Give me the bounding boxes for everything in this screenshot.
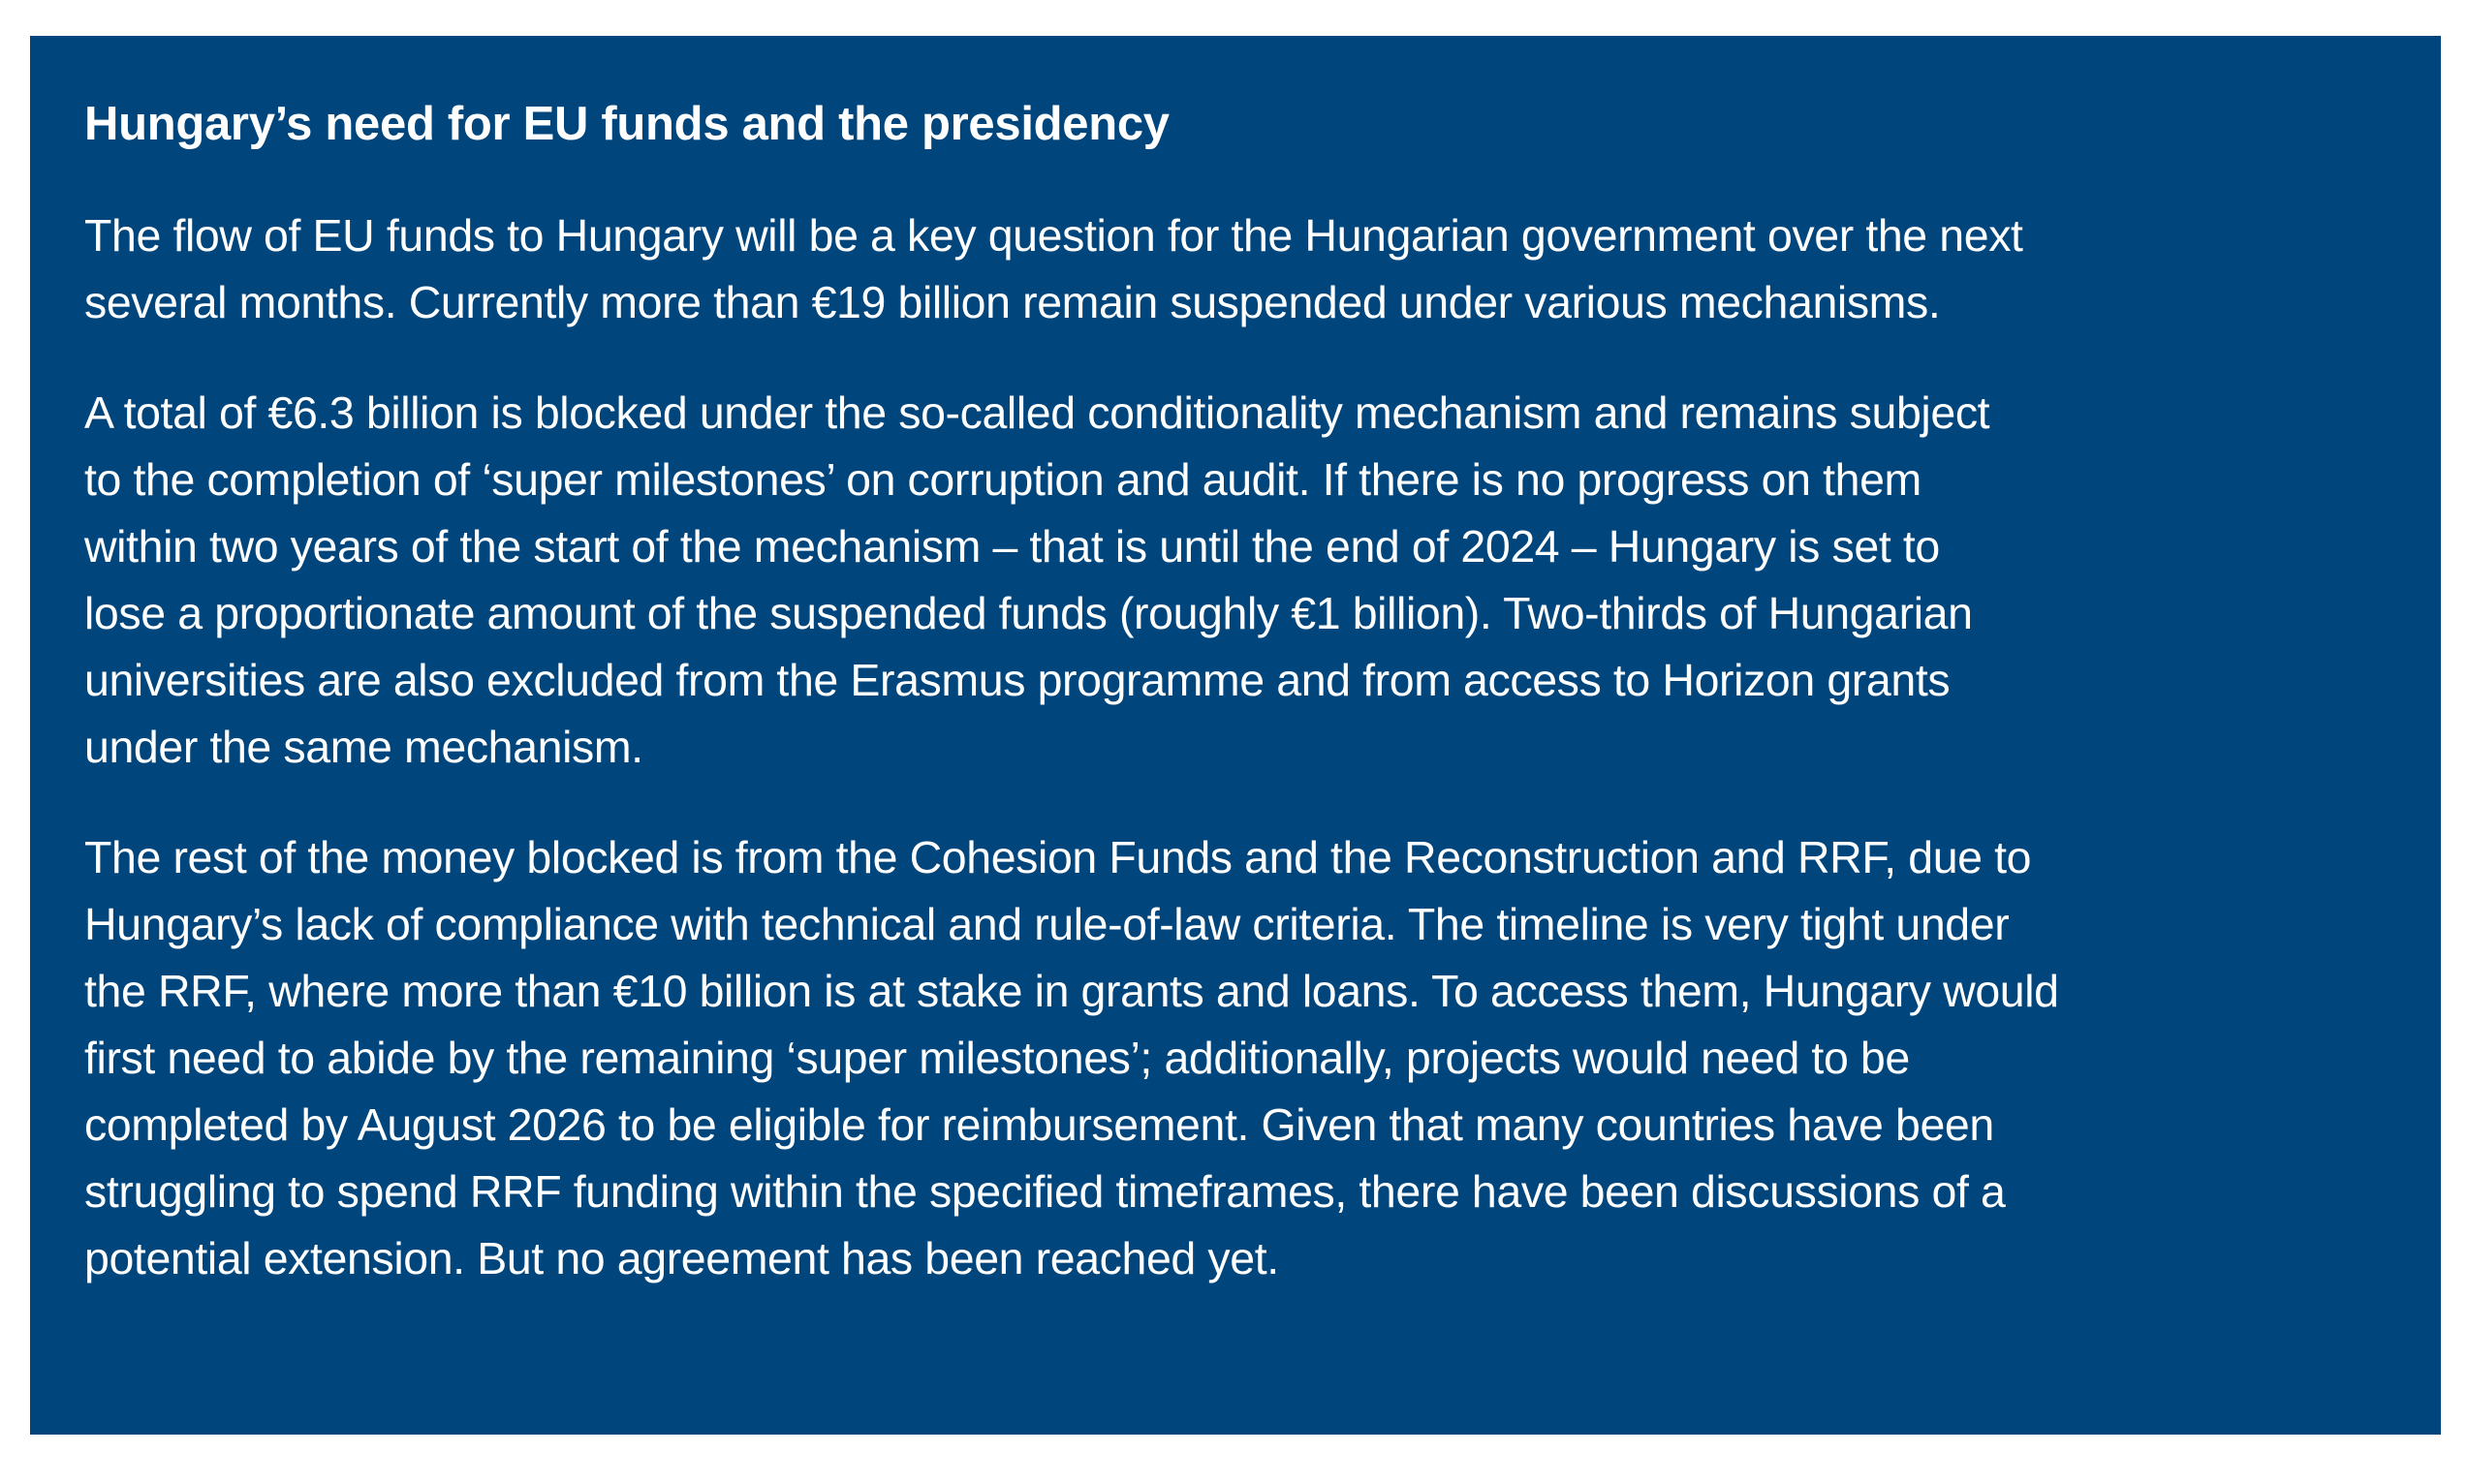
paragraph-3 (84, 824, 2373, 1292)
text-line: to the completion of ‘super milestones’ on corruption and audit. If there is no progress on them (84, 454, 1921, 505)
text-line: under the same mechanism. (84, 722, 643, 772)
box-title: Hungary’s need for EU funds and the presidency (84, 98, 1170, 150)
text-line: lose a proportionate amount of the suspended funds (roughly €1 billion). Two-thirds of Hungarian (84, 588, 1973, 638)
text-line: several months. Currently more than €19 billion remain suspended under various mechanisms. (84, 277, 1941, 327)
text-line: within two years of the start of the mechanism – that is until the end of 2024 – Hungary is set to (84, 521, 1940, 572)
text-line: A total of €6.3 billion is blocked under the so-called conditionality mechanism and remains subject (84, 387, 1990, 438)
text-line: universities are also excluded from the Erasmus programme and from access to Horizon grants (84, 655, 1951, 705)
text-line: the RRF, where more than €10 billion is at stake in grants and loans. To access them, Hungary would (84, 966, 2059, 1016)
paragraph-2 (84, 380, 2373, 781)
text-line: potential extension. But no agreement has been reached yet. (84, 1233, 1279, 1283)
text-line: struggling to spend RRF funding within the specified timeframes, there have been discussions of a (84, 1166, 2006, 1217)
text-line: first need to abide by the remaining ‘super milestones’; additionally, projects would need to be (84, 1033, 1910, 1083)
text-line: Hungary’s lack of compliance with technical and rule-of-law criteria. The timeline is very tight under (84, 899, 2010, 949)
text-line: The rest of the money blocked is from the Cohesion Funds and the Reconstruction and RRF, due to (84, 832, 2032, 882)
text-line: The flow of EU funds to Hungary will be a key question for the Hungarian government over the next (84, 210, 2023, 261)
paragraph-1 (84, 202, 2373, 336)
text-line: completed by August 2026 to be eligible for reimbursement. Given that many countries have been (84, 1099, 1994, 1150)
info-box (30, 36, 2441, 1435)
